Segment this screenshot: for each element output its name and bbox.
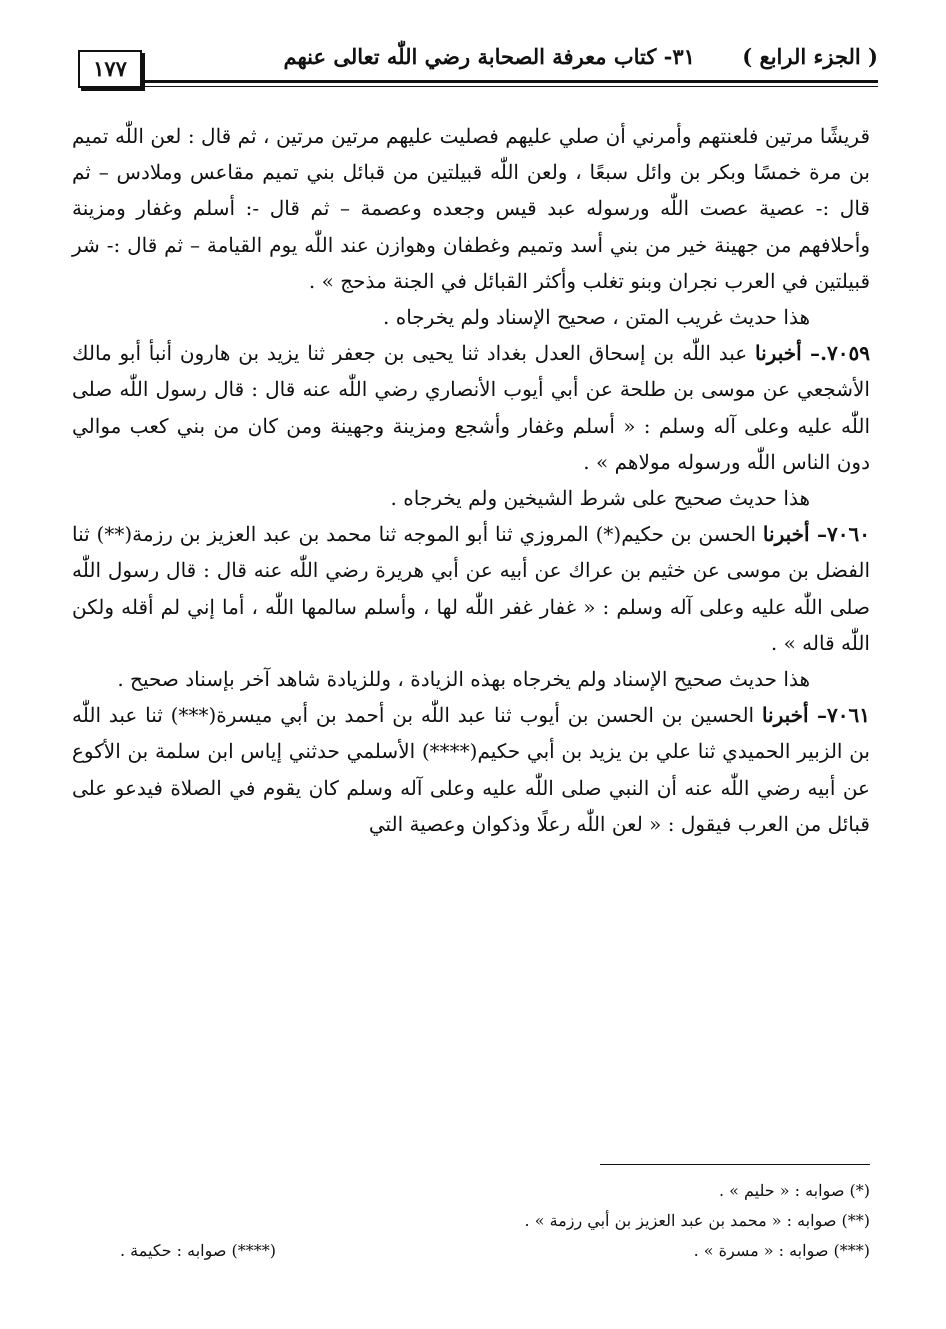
header-rule bbox=[142, 80, 878, 83]
footnote: (****) صوابه : حكيمة . bbox=[120, 1241, 277, 1260]
hadith-number: ٧٠٥٩. bbox=[820, 341, 870, 366]
volume-label: ( الجزء الرابع ) bbox=[742, 44, 878, 69]
page-header bbox=[78, 40, 878, 92]
paragraph-text: الحسن بن حكيم(*) المروزي ثنا أبو الموجه ثنا محمد بن عبد العزيز بن رزمة(**) ثنا الفضل بن موسى عن خثيم بن عراك عن أبيه عن أبي هريرة رضي اللّٰه عنه قال : قال رسول اللّٰه صلى اللّٰه عليه وعلى آله وسلم : « غفار غفر اللّٰه لها ، وأسلم سالمها اللّٰه ، أما إني لم أقله ولكن اللّٰه قاله » . bbox=[72, 522, 870, 655]
main-text bbox=[72, 118, 870, 842]
paragraph-continuation bbox=[72, 118, 870, 299]
hadith-lead: – أخبرنا bbox=[762, 522, 828, 547]
hadith-paragraph bbox=[72, 516, 870, 661]
paragraph-text: هذا حديث غريب المتن ، صحيح الإسناد ولم يخرجاه . bbox=[383, 305, 810, 330]
hadith-number: ٧٠٦١ bbox=[827, 703, 870, 728]
hadith-paragraph bbox=[72, 335, 870, 480]
footnote-row bbox=[120, 1236, 870, 1266]
header-rule-thin bbox=[142, 86, 878, 87]
footnote-row bbox=[120, 1206, 870, 1236]
footnote: (***) صوابه : « مسرة » . bbox=[693, 1241, 870, 1260]
footnote-row bbox=[120, 1176, 870, 1206]
paragraph-grading bbox=[72, 661, 870, 697]
paragraph-text: هذا حديث صحيح الإسناد ولم يخرجاه بهذه الزيادة ، وللزيادة شاهد آخر بإسناد صحيح . bbox=[117, 667, 810, 692]
hadith-lead: – أخبرنا bbox=[761, 703, 828, 728]
paragraph-text: هذا حديث صحيح على شرط الشيخين ولم يخرجاه . bbox=[390, 486, 810, 511]
hadith-number: ٧٠٦٠ bbox=[827, 522, 870, 547]
paragraph-text: الحسين بن الحسن بن أيوب ثنا عبد اللّٰه بن أحمد بن أبي ميسرة(***) ثنا عبد اللّٰه بن الزبير الحميدي ثنا علي بن يزيد بن أبي حكيم(****) الأسلمي حدثني إياس ابن سلمة بن الأكوع عن أبيه رضي اللّٰه عنه أن النبي صلى اللّٰه عليه وعلى آله وسلم كان يقوم في الصلاة فيدعو على قبائل من العرب فيقول : « لعن اللّٰه رعلًا وذكوان وعصية التي bbox=[72, 703, 870, 836]
paragraph-text: عبد اللّٰه بن إسحاق العدل بغداد ثنا يحيى بن جعفر ثنا يزيد بن هارون أنبأ أبو مالك الأشجعي عن موسى بن طلحة عن أبي أيوب الأنصاري رضي اللّٰه عنه قال : قال رسول اللّٰه صلى اللّٰه عليه وعلى آله وسلم : « أسلم وغفار وأشجع ومزينة وجهينة ومن كان من بني كعب موالي دون الناس اللّٰه ورسوله مولاهم » . bbox=[72, 341, 870, 474]
hadith-paragraph bbox=[72, 697, 870, 842]
footnotes bbox=[120, 1176, 870, 1266]
paragraph-grading bbox=[72, 299, 870, 335]
hadith-lead: – أخبرنا bbox=[755, 341, 821, 366]
footnote: (*) صوابه : « حليم » . bbox=[718, 1181, 870, 1200]
running-title bbox=[218, 42, 878, 72]
footnote: (**) صوابه : « محمد بن عبد العزيز بن أبي رزمة » . bbox=[524, 1211, 870, 1230]
page-number: ١٧٧ bbox=[78, 50, 142, 88]
paragraph-text: قريشًا مرتين فلعنتهم وأمرني أن صلي عليهم فصليت عليهم مرتين مرتين ، ثم قال : لعن اللّٰه تميم بن مرة خمسًا وبكر بن وائل سبعًا ، ولعن اللّٰه قبيلتين من قبائل بني تميم مقاعس وملادس – ثم قال :- عصية عصت اللّٰه ورسوله عبد قيس وجعده وعصمة – ثم قال -: أسلم وغفار ومزينة وأحلافهم من جهينة خير من بني أسد وتميم وغطفان وهوازن عند اللّٰه يوم القيامة – ثم قال :- شر قبيلتين في العرب نجران وبنو تغلب وأكثر القبائل في الجنة مذحج » . bbox=[72, 124, 871, 293]
paragraph-grading bbox=[72, 480, 870, 516]
book-title: ٣١- كتاب معرفة الصحابة رضي اللّٰه تعالى عنهم bbox=[283, 44, 695, 69]
footnote-separator bbox=[600, 1164, 870, 1165]
